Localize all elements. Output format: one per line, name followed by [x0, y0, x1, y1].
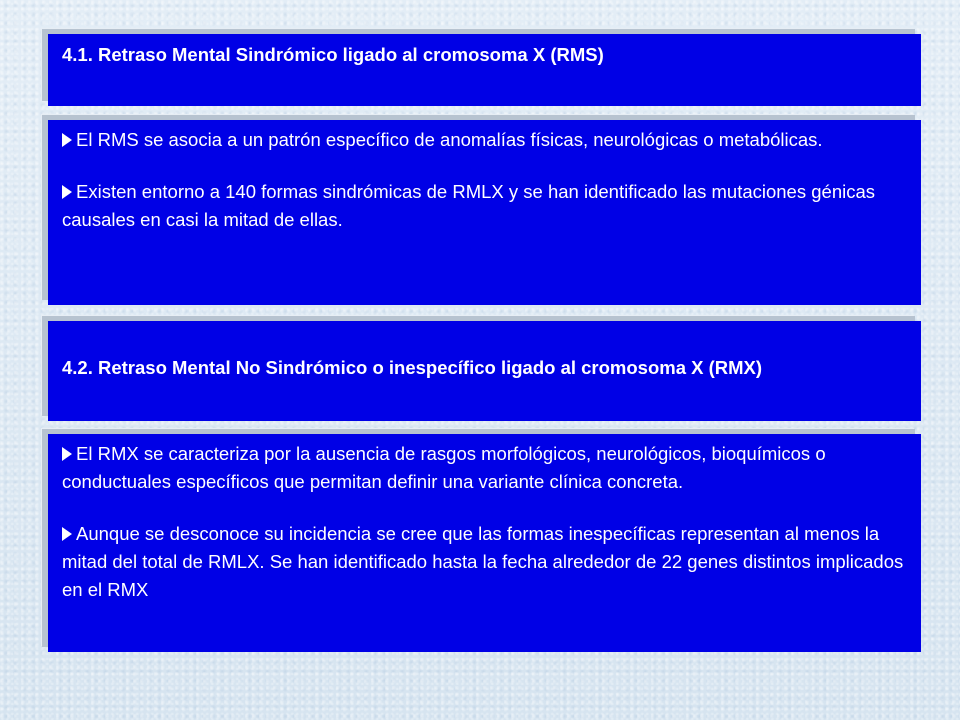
section1-title-box [48, 34, 921, 106]
triangle-right-icon [62, 447, 72, 461]
section1-content-box [48, 120, 921, 305]
section1-bullet-2 [62, 178, 907, 234]
section2-bullet-1 [62, 440, 907, 496]
triangle-right-icon [62, 185, 72, 199]
section2-bullet-2-text: Aunque se desconoce su incidencia se cree que las formas inespecíficas representan al menos la mitad del total de RMLX. Se han identificado hasta la fecha alrededor de 22 genes distintos implicados en el RMX [62, 523, 904, 600]
triangle-right-icon [62, 527, 72, 541]
section2-bullet-2 [62, 520, 907, 604]
section2-bullet-1-text: El RMX se caracteriza por la ausencia de rasgos morfológicos, neurológicos, bioquímicos o conductuales específicos que permitan definir una variante clínica concreta. [62, 443, 826, 492]
section1-title: 4.1. Retraso Mental Sindrómico ligado al cromosoma X (RMS) [62, 44, 604, 65]
section1-bullet-2-text: Existen entorno a 140 formas sindrómicas de RMLX y se han identificado las mutaciones génicas causales en casi la mitad de ellas. [62, 181, 876, 230]
section2-title: 4.2. Retraso Mental No Sindrómico o inespecífico ligado al cromosoma X (RMX) [62, 357, 763, 378]
triangle-right-icon [62, 133, 72, 147]
section2-title-box [48, 321, 921, 421]
section1-bullet-1-text: El RMS se asocia a un patrón específico de anomalías físicas, neurológicas o metabólicas. [76, 129, 823, 150]
section2-content-box [48, 434, 921, 652]
section1-bullet-1 [62, 126, 907, 154]
